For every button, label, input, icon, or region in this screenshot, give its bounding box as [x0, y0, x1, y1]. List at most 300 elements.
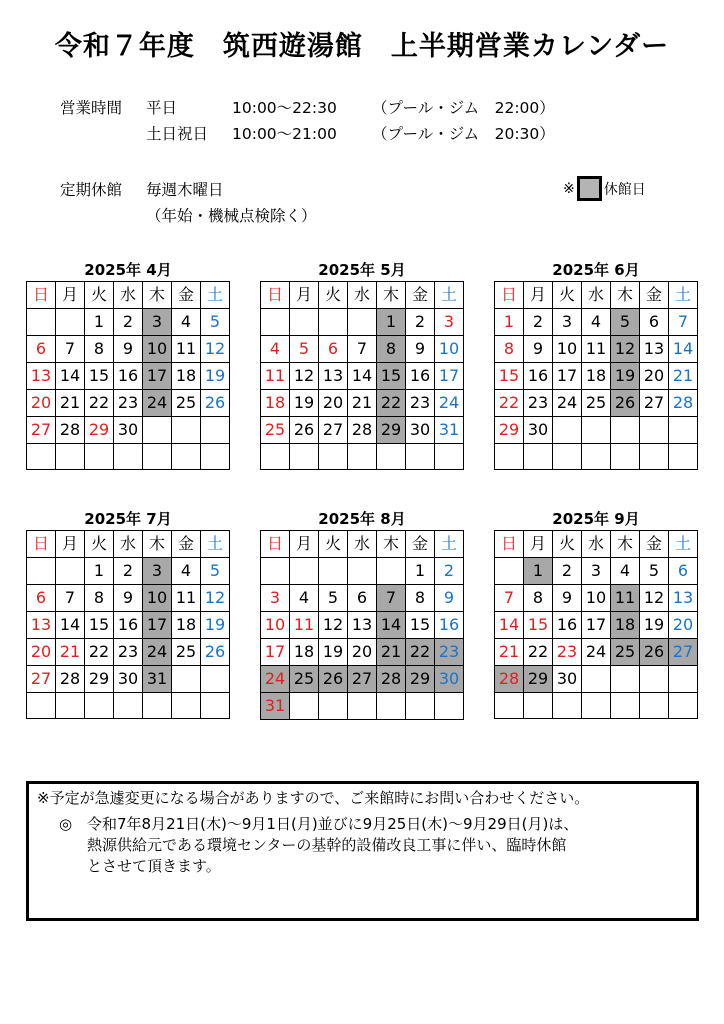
day-cell: 30 — [553, 666, 582, 693]
empty-cell — [114, 693, 143, 719]
notice-main: ※予定が急遽変更になる場合がありますので、ご来館時にお問い合わせください。 — [37, 789, 590, 807]
day-cell: 16 — [114, 363, 143, 390]
weekday-header: 水 — [348, 282, 377, 309]
empty-cell — [495, 558, 524, 585]
day-cell: 2 — [553, 558, 582, 585]
empty-cell — [435, 693, 464, 720]
day-cell: 1 — [524, 558, 553, 585]
empty-cell — [524, 693, 553, 719]
day-cell: 2 — [435, 558, 464, 585]
day-cell: 3 — [143, 558, 172, 585]
empty-cell — [553, 693, 582, 719]
hours-row-weekend — [60, 121, 555, 147]
day-cell: 18 — [172, 612, 201, 639]
day-cell: 13 — [27, 363, 56, 390]
day-cell: 20 — [27, 639, 56, 666]
day-cell: 12 — [201, 336, 230, 363]
empty-cell — [406, 444, 435, 470]
day-cell: 6 — [640, 309, 669, 336]
day-cell: 26 — [201, 390, 230, 417]
notice-box — [26, 781, 699, 921]
day-cell: 4 — [172, 309, 201, 336]
day-cell: 28 — [669, 390, 698, 417]
day-cell: 9 — [435, 585, 464, 612]
hours-label: 営業時間 — [60, 99, 123, 117]
day-cell: 23 — [406, 390, 435, 417]
weekday-header: 土 — [435, 531, 464, 558]
weekday-header: 火 — [319, 282, 348, 309]
day-cell: 10 — [435, 336, 464, 363]
regular-closure — [60, 177, 317, 229]
empty-cell — [56, 309, 85, 336]
day-cell: 15 — [377, 363, 406, 390]
empty-cell — [582, 444, 611, 470]
weekday-header: 土 — [669, 531, 698, 558]
day-cell: 17 — [553, 363, 582, 390]
day-cell: 11 — [582, 336, 611, 363]
empty-cell — [319, 693, 348, 720]
day-cell: 7 — [377, 585, 406, 612]
empty-cell — [201, 666, 230, 693]
day-cell: 2 — [114, 309, 143, 336]
day-cell: 8 — [406, 585, 435, 612]
day-cell: 24 — [143, 390, 172, 417]
empty-cell — [553, 444, 582, 470]
weekday-header: 日 — [27, 531, 56, 558]
empty-cell — [611, 666, 640, 693]
day-cell: 15 — [524, 612, 553, 639]
day-cell: 14 — [56, 612, 85, 639]
day-cell: 9 — [114, 585, 143, 612]
day-cell: 5 — [611, 309, 640, 336]
weekday-header: 火 — [85, 531, 114, 558]
day-cell: 26 — [640, 639, 669, 666]
empty-cell — [56, 558, 85, 585]
day-cell: 22 — [377, 390, 406, 417]
notice-closure — [59, 814, 687, 877]
weekday-header: 月 — [56, 282, 85, 309]
day-cell: 27 — [27, 417, 56, 444]
weekday-header: 木 — [377, 531, 406, 558]
empty-cell — [669, 417, 698, 444]
day-cell: 4 — [290, 585, 319, 612]
day-cell: 31 — [143, 666, 172, 693]
empty-cell — [553, 417, 582, 444]
day-cell: 21 — [377, 639, 406, 666]
day-cell: 15 — [406, 612, 435, 639]
day-cell: 18 — [261, 390, 290, 417]
weekday-header: 土 — [669, 282, 698, 309]
day-cell: 19 — [201, 612, 230, 639]
weekday-header: 木 — [611, 282, 640, 309]
notice-line: 熱源供給元である環境センターの基幹的設備改良工事に伴い、臨時休館 — [87, 836, 567, 854]
page-title: 令和７年度 筑西遊湯館 上半期営業カレンダー — [54, 31, 670, 62]
weekday-header: 土 — [201, 282, 230, 309]
day-cell: 1 — [85, 558, 114, 585]
weekday-header: 木 — [143, 531, 172, 558]
closure-exception: （年始・機械点検除く） — [146, 207, 317, 225]
day-cell: 6 — [27, 585, 56, 612]
day-cell: 18 — [582, 363, 611, 390]
empty-cell — [172, 666, 201, 693]
hours-day: 平日 — [146, 99, 178, 117]
day-cell: 7 — [56, 336, 85, 363]
day-cell: 2 — [524, 309, 553, 336]
empty-cell — [348, 558, 377, 585]
day-cell: 29 — [524, 666, 553, 693]
day-cell: 14 — [669, 336, 698, 363]
legend-prefix: ※ — [563, 180, 575, 197]
day-cell: 21 — [56, 390, 85, 417]
hours-time: 10:00〜22:30 — [232, 99, 337, 117]
day-cell: 15 — [85, 363, 114, 390]
day-cell: 20 — [640, 363, 669, 390]
empty-cell — [495, 693, 524, 719]
day-cell: 30 — [114, 666, 143, 693]
empty-cell — [85, 444, 114, 470]
empty-cell — [319, 309, 348, 336]
day-cell: 17 — [435, 363, 464, 390]
empty-cell — [27, 558, 56, 585]
day-cell: 5 — [319, 585, 348, 612]
day-cell: 20 — [319, 390, 348, 417]
empty-cell — [56, 444, 85, 470]
day-cell: 18 — [611, 612, 640, 639]
day-cell: 23 — [553, 639, 582, 666]
empty-cell — [669, 444, 698, 470]
closed-swatch-icon — [577, 176, 602, 201]
day-cell: 19 — [290, 390, 319, 417]
day-cell: 12 — [319, 612, 348, 639]
empty-cell — [669, 666, 698, 693]
day-cell: 9 — [553, 585, 582, 612]
day-cell: 22 — [85, 390, 114, 417]
day-cell: 6 — [348, 585, 377, 612]
day-cell: 17 — [261, 639, 290, 666]
day-cell: 17 — [143, 363, 172, 390]
empty-cell — [261, 558, 290, 585]
day-cell: 21 — [495, 639, 524, 666]
month-title: 2025年 6月 — [552, 261, 640, 279]
day-cell: 16 — [406, 363, 435, 390]
day-cell: 26 — [611, 390, 640, 417]
day-cell: 10 — [553, 336, 582, 363]
empty-cell — [27, 444, 56, 470]
day-cell: 18 — [290, 639, 319, 666]
weekday-header: 月 — [524, 282, 553, 309]
day-cell: 10 — [143, 336, 172, 363]
month-title: 2025年 4月 — [84, 261, 172, 279]
empty-cell — [582, 693, 611, 719]
calendar-grid — [260, 530, 464, 720]
empty-cell — [640, 417, 669, 444]
weekday-header: 土 — [435, 282, 464, 309]
empty-cell — [201, 444, 230, 470]
day-cell: 14 — [495, 612, 524, 639]
day-cell: 5 — [201, 309, 230, 336]
day-cell: 25 — [611, 639, 640, 666]
calendar-grid — [494, 281, 698, 470]
empty-cell — [319, 558, 348, 585]
day-cell: 10 — [143, 585, 172, 612]
calendar-grid — [26, 281, 230, 470]
day-cell: 11 — [261, 363, 290, 390]
legend-label: 休館日 — [603, 181, 646, 198]
calendar-grid — [494, 530, 698, 719]
notice-line: とさせて頂きます。 — [87, 857, 221, 875]
month-title: 2025年 8月 — [318, 510, 406, 528]
day-cell: 14 — [56, 363, 85, 390]
day-cell: 25 — [172, 639, 201, 666]
day-cell: 11 — [172, 336, 201, 363]
closure-value: 毎週木曜日 — [146, 181, 224, 199]
closure-label: 定期休館 — [60, 181, 123, 199]
empty-cell — [611, 693, 640, 719]
weekday-header: 月 — [290, 282, 319, 309]
day-cell: 11 — [611, 585, 640, 612]
weekday-header: 金 — [172, 282, 201, 309]
day-cell: 21 — [669, 363, 698, 390]
empty-cell — [495, 444, 524, 470]
weekday-header: 金 — [406, 531, 435, 558]
empty-cell — [582, 417, 611, 444]
day-cell: 1 — [406, 558, 435, 585]
empty-cell — [348, 444, 377, 470]
weekday-header: 日 — [261, 282, 290, 309]
weekday-header: 火 — [85, 282, 114, 309]
empty-cell — [85, 693, 114, 719]
day-cell: 28 — [495, 666, 524, 693]
day-cell: 13 — [27, 612, 56, 639]
day-cell: 10 — [261, 612, 290, 639]
month-calendar — [494, 259, 698, 470]
day-cell: 21 — [56, 639, 85, 666]
day-cell: 24 — [261, 666, 290, 693]
day-cell: 16 — [524, 363, 553, 390]
day-cell: 17 — [582, 612, 611, 639]
day-cell: 27 — [669, 639, 698, 666]
day-cell: 14 — [348, 363, 377, 390]
day-cell: 29 — [85, 666, 114, 693]
day-cell: 7 — [56, 585, 85, 612]
day-cell: 17 — [143, 612, 172, 639]
empty-cell — [261, 444, 290, 470]
day-cell: 5 — [640, 558, 669, 585]
day-cell: 7 — [348, 336, 377, 363]
day-cell: 26 — [290, 417, 319, 444]
weekday-header: 月 — [524, 531, 553, 558]
month-calendar — [260, 508, 464, 720]
empty-cell — [640, 693, 669, 719]
day-cell: 9 — [406, 336, 435, 363]
weekday-header: 金 — [640, 531, 669, 558]
month-title: 2025年 9月 — [552, 510, 640, 528]
day-cell: 27 — [640, 390, 669, 417]
empty-cell — [669, 693, 698, 719]
weekday-header: 日 — [495, 531, 524, 558]
month-calendar — [260, 259, 464, 470]
day-cell: 19 — [201, 363, 230, 390]
day-cell: 16 — [553, 612, 582, 639]
notice-line: 令和7年8月21日(木)〜9月1日(月)並びに9月25日(木)〜9月29日(月)は、 — [87, 815, 579, 833]
empty-cell — [201, 693, 230, 719]
day-cell: 8 — [495, 336, 524, 363]
day-cell: 13 — [669, 585, 698, 612]
day-cell: 18 — [172, 363, 201, 390]
empty-cell — [290, 309, 319, 336]
empty-cell — [143, 444, 172, 470]
business-hours — [60, 95, 555, 147]
day-cell: 3 — [261, 585, 290, 612]
day-cell: 7 — [669, 309, 698, 336]
empty-cell — [611, 444, 640, 470]
day-cell: 6 — [27, 336, 56, 363]
empty-cell — [377, 693, 406, 720]
day-cell: 4 — [582, 309, 611, 336]
day-cell: 3 — [143, 309, 172, 336]
empty-cell — [290, 693, 319, 720]
day-cell: 10 — [582, 585, 611, 612]
weekday-header: 木 — [611, 531, 640, 558]
day-cell: 20 — [669, 612, 698, 639]
empty-cell — [27, 693, 56, 719]
weekday-header: 月 — [56, 531, 85, 558]
day-cell: 29 — [85, 417, 114, 444]
day-cell: 1 — [85, 309, 114, 336]
weekday-header: 火 — [553, 282, 582, 309]
day-cell: 28 — [56, 417, 85, 444]
day-cell: 13 — [319, 363, 348, 390]
day-cell: 3 — [553, 309, 582, 336]
weekday-header: 火 — [319, 531, 348, 558]
day-cell: 28 — [377, 666, 406, 693]
weekday-header: 水 — [348, 531, 377, 558]
day-cell: 12 — [201, 585, 230, 612]
day-cell: 23 — [524, 390, 553, 417]
empty-cell — [319, 444, 348, 470]
weekday-header: 木 — [143, 282, 172, 309]
day-cell: 20 — [27, 390, 56, 417]
day-cell: 4 — [172, 558, 201, 585]
day-cell: 20 — [348, 639, 377, 666]
weekday-header: 土 — [201, 531, 230, 558]
day-cell: 23 — [114, 390, 143, 417]
day-cell: 8 — [85, 585, 114, 612]
day-cell: 31 — [261, 693, 290, 720]
day-cell: 4 — [611, 558, 640, 585]
empty-cell — [143, 417, 172, 444]
empty-cell — [582, 666, 611, 693]
day-cell: 19 — [640, 612, 669, 639]
day-cell: 1 — [377, 309, 406, 336]
day-cell: 6 — [319, 336, 348, 363]
day-cell: 23 — [114, 639, 143, 666]
legend — [563, 176, 646, 201]
empty-cell — [524, 444, 553, 470]
day-cell: 22 — [524, 639, 553, 666]
day-cell: 29 — [495, 417, 524, 444]
day-cell: 3 — [582, 558, 611, 585]
day-cell: 2 — [406, 309, 435, 336]
day-cell: 25 — [582, 390, 611, 417]
month-calendar — [26, 508, 230, 719]
day-cell: 15 — [495, 363, 524, 390]
empty-cell — [406, 693, 435, 720]
weekday-header: 水 — [114, 531, 143, 558]
weekday-header: 木 — [377, 282, 406, 309]
day-cell: 30 — [406, 417, 435, 444]
day-cell: 31 — [435, 417, 464, 444]
day-cell: 24 — [582, 639, 611, 666]
day-cell: 11 — [290, 612, 319, 639]
empty-cell — [201, 417, 230, 444]
empty-cell — [348, 309, 377, 336]
weekday-header: 日 — [495, 282, 524, 309]
day-cell: 8 — [377, 336, 406, 363]
day-cell: 1 — [495, 309, 524, 336]
weekday-header: 金 — [640, 282, 669, 309]
empty-cell — [640, 666, 669, 693]
day-cell: 29 — [406, 666, 435, 693]
month-title: 2025年 5月 — [318, 261, 406, 279]
day-cell: 24 — [143, 639, 172, 666]
day-cell: 22 — [495, 390, 524, 417]
weekday-header: 日 — [261, 531, 290, 558]
month-calendar — [26, 259, 230, 470]
day-cell: 5 — [290, 336, 319, 363]
day-cell: 24 — [553, 390, 582, 417]
day-cell: 27 — [319, 417, 348, 444]
empty-cell — [640, 444, 669, 470]
hours-row-weekday — [60, 95, 555, 121]
day-cell: 12 — [640, 585, 669, 612]
day-cell: 22 — [406, 639, 435, 666]
empty-cell — [27, 309, 56, 336]
day-cell: 15 — [85, 612, 114, 639]
day-cell: 6 — [669, 558, 698, 585]
empty-cell — [172, 693, 201, 719]
day-cell: 14 — [377, 612, 406, 639]
empty-cell — [377, 558, 406, 585]
day-cell: 7 — [495, 585, 524, 612]
hours-pool-note: （プール・ジム 20:30） — [372, 125, 555, 143]
day-cell: 19 — [319, 639, 348, 666]
day-cell: 12 — [290, 363, 319, 390]
day-cell: 24 — [435, 390, 464, 417]
day-cell: 28 — [348, 417, 377, 444]
empty-cell — [114, 444, 143, 470]
day-cell: 23 — [435, 639, 464, 666]
empty-cell — [172, 444, 201, 470]
day-cell: 13 — [640, 336, 669, 363]
day-cell: 8 — [85, 336, 114, 363]
day-cell: 8 — [524, 585, 553, 612]
day-cell: 30 — [435, 666, 464, 693]
month-calendar — [494, 508, 698, 719]
weekday-header: 水 — [582, 282, 611, 309]
day-cell: 27 — [348, 666, 377, 693]
calendar-grid — [26, 530, 230, 719]
empty-cell — [261, 309, 290, 336]
day-cell: 11 — [172, 585, 201, 612]
day-cell: 25 — [172, 390, 201, 417]
day-cell: 28 — [56, 666, 85, 693]
day-cell: 4 — [261, 336, 290, 363]
day-cell: 19 — [611, 363, 640, 390]
day-cell: 25 — [261, 417, 290, 444]
day-cell: 25 — [290, 666, 319, 693]
empty-cell — [377, 444, 406, 470]
